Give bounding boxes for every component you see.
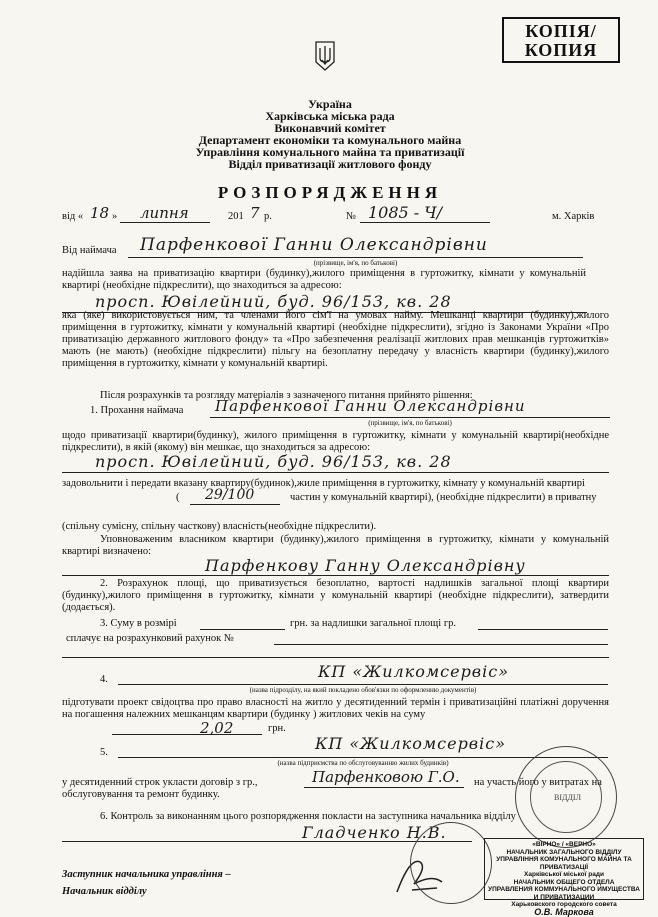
header-line: Відділ приватизації житлового фонду — [228, 157, 432, 171]
paren-open: ( — [176, 492, 180, 503]
tenant-name: Парфенкової Ганни Олександрівни — [140, 235, 488, 255]
date-day: 18 — [90, 204, 110, 222]
paragraph-owner: Уповноваженим власником квартири (будинку),жилого приміщення в гуртожитку, кімнати у комунальній квартирі визначено: — [62, 534, 609, 557]
owner-name: Парфенкову Ганну Олександрівну — [205, 556, 526, 575]
round-seal-2 — [410, 822, 492, 904]
stamp-line: УПРАВЛЕНИЯ КОММУНАЛЬНОГО ИМУЩЕСТВА И ПРИВАТИЗАЦИИ — [488, 886, 640, 901]
trident-emblem-icon — [314, 40, 336, 72]
header-line: Виконавчий комітет — [274, 121, 386, 135]
date-year-prefix: 201 — [228, 211, 244, 222]
paragraph-application: надійшла заява на приватизацію квартири (будинку),жилого приміщення в гуртожитку, кімнати у комунальній квартирі (необхідне підкреслити), що знаходиться за адресою: — [62, 268, 586, 291]
item1-name: Парфенкової Ганни Олександрівни — [215, 397, 526, 415]
round-seal-text: ВІДДІЛ — [554, 793, 582, 802]
item5-number: 5. — [100, 747, 108, 758]
address-1: просп. Ювілейний, буд. 96/153, кв. 28 — [95, 292, 452, 311]
date-month: липня — [140, 204, 189, 222]
round-seal — [515, 746, 617, 848]
stamp-line: НАЧАЛЬНИК ОБЩЕГО ОТДЕЛА — [513, 878, 615, 886]
address-2: просп. Ювілейний, буд. 96/153, кв. 28 — [95, 452, 452, 471]
item1-label: 1. Прохання наймача — [90, 405, 184, 416]
item5-value: КП «Жилкомсервіс» — [315, 734, 506, 753]
city: м. Харків — [552, 211, 595, 222]
paragraph-decision: Після розрахунків та розгляду матеріалів з зазначеного питання прийнято рішення: — [100, 390, 473, 401]
order-number: 1085 - Ч/ — [368, 203, 443, 222]
stamp-line: НАЧАЛЬНИК ЗАГАЛЬНОГО ВІДДІЛУ — [506, 848, 622, 856]
paragraph-contract-b: на участь його у витратах на обслуговування та ремонт будинку. — [62, 777, 602, 800]
paragraph-tenancy: яка (яке) використовується ним, та членами його сім'ї на умовах найму. Мешканці квартири (будинку),жилого приміщення в гуртожитку, кімнати у комунальній квартирі (необхідне підкреслити), згідно із Законами України «Про приватизацію державного житлового фонду» та «Про забезпечення реалізації житлових прав мешканців гуртожитків» мають (не мають) (необхідне підкреслити) пільгу на безоплатну передачу у власність квартири (будинку),жилого приміщення в гуртожитку, кімнати у комунальній квартирі. — [62, 310, 609, 369]
paragraph-privatization: щодо приватизації квартири(будинку), жилого приміщення в гуртожитку, кімнати у комунальній квартирі(необхідне підкреслити), в якій (якому) він мешкає, що знаходиться за адресою: — [62, 430, 609, 453]
hint-dept: (назва підрозділу, на який покладено обов'язки по оформленню документів) — [249, 686, 477, 694]
paragraph-transfer-b: частин у комунальній квартирі), (необхідне підкреслити) в приватну — [290, 492, 597, 503]
tenant-label: Від наймача — [62, 245, 117, 256]
controller-name: Гладченко Н.В. — [302, 823, 447, 842]
copy-stamp-line-2: КОПИЯ — [524, 40, 598, 60]
stamp-line: УПРАВЛІННЯ КОМУНАЛЬНОГО МАЙНА ТА ПРИВАТИЗАЦІЇ — [496, 856, 632, 871]
paragraph-transfer: задовольнити і передати вказану квартиру(будинок),жиле приміщення в гуртожитку, кімнату у комунальній квартирі — [62, 478, 585, 489]
date-close: » — [112, 211, 118, 222]
paragraph-contract-a: у десятиденний строк укласти договір з гр., — [62, 777, 258, 788]
copy-stamp — [502, 17, 620, 63]
amount-currency: грн. — [268, 723, 286, 734]
header-line: Управління комунального майна та приватизації — [195, 145, 465, 159]
stamp-line: Харьковского городского совета — [511, 901, 617, 908]
header-line: Департамент економіки та комунального майна — [198, 133, 462, 147]
verification-stamp — [484, 838, 644, 917]
document-title: РОЗПОРЯДЖЕННЯ — [217, 183, 443, 202]
copy-stamp-line-1: КОПІЯ/ — [525, 21, 597, 41]
date-from-label: від « — [62, 211, 84, 222]
paragraph-control: 6. Контроль за виконанням цього розпорядження покласти на заступника начальника відділу — [100, 811, 516, 822]
stamp-line: «ВІРНО» / «ВЕРНО» — [532, 841, 596, 848]
item4-value: КП «Жилкомсервіс» — [318, 662, 509, 681]
date-r: р. — [264, 211, 272, 222]
item4-number: 4. — [100, 674, 108, 685]
document-header — [170, 98, 490, 170]
header-line: Харківська міська рада — [265, 109, 395, 123]
paragraph-ownership-type: (спільну сумісну, спільну часткову) власність(необхідне підкреслити). — [62, 521, 377, 532]
item3-account: сплачує на розрахунковий рахунок № — [66, 633, 234, 644]
number-label: № — [346, 211, 357, 222]
signatory-deputy: Заступник начальника управління – — [62, 869, 231, 880]
signatory-head: Начальник відділу — [62, 886, 147, 897]
hint-pib-2: (прізвище, ім'я, по батькові) — [368, 419, 452, 427]
item3-label: 3. Суму в розмірі — [100, 618, 177, 629]
stamp-line: Харківської міської ради — [524, 871, 604, 878]
hint-pib: (прізвище, ім'я, по батькові) — [313, 259, 398, 267]
date-year-digit: 7 — [250, 204, 260, 222]
amount-value: 2,02 — [200, 719, 234, 737]
contract-name: Парфенковою Г.О. — [312, 768, 460, 786]
stamp-signatory: О.В. Маркова — [534, 906, 594, 917]
hint-service: (назва підприємства по обслуговуванню жилих будинків) — [277, 759, 449, 767]
paragraph-certificate: підготувати проект свідоцтва про право власності на житло у десятиденний термін і приватизаційні платіжні доручення на погашення належних мешканцям квартири (будинку ) житлових чеків на суму — [62, 697, 609, 720]
header-line: Україна — [308, 97, 352, 111]
paragraph-calculation: 2. Розрахунок площі, що приватизується безоплатно, вартості надлишків загальної площі квартири (будинку),жилого приміщення в гуртожитку, кімнати у комунальній квартирі (необхідне підкреслити), затвердити (додається). — [62, 578, 609, 613]
item3-text: грн. за надлишки загальної площі гр. — [290, 618, 456, 629]
share-value: 29/100 — [205, 487, 255, 503]
